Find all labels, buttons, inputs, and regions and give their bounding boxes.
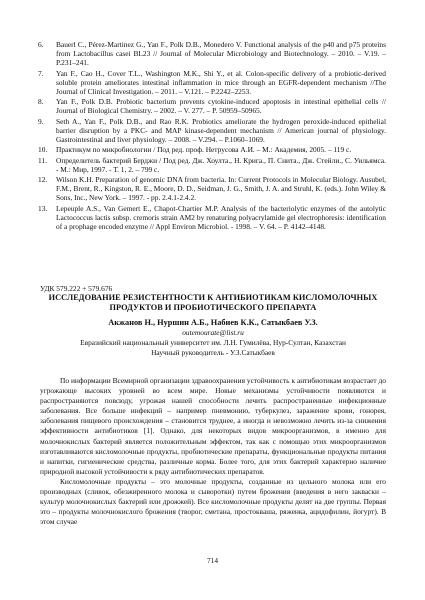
reference-item — [38, 145, 386, 155]
reference-list — [38, 40, 386, 232]
reference-text: Lepeuple A.S., Van Gemert E., Chapot-Chartier M.P. Analysis of the bacteriolytic enzymes of the autolytic Lactococcus lactis subsp. cremoris strain AM2 by renaturing polyacrylamide gel electrophoresis: identification of a prophage encoded enzyme // Appl Environ Microbiol. - 1998. – V. 64. – P. 4142–4148. — [56, 203, 386, 231]
reference-number: 6. — [38, 40, 44, 49]
reference-number: 13. — [38, 203, 48, 213]
reference-text: Yan F., Polk D.B. Probiotic bacterium prevents cytokine-induced apoptosis in intestinal epithelial cells // Journal of Biological Chemistry. – 2002. – V. 277. – P. 50959–50965. — [56, 97, 386, 116]
reference-number: 7. — [38, 68, 44, 78]
reference-item — [38, 116, 386, 144]
reference-item — [38, 68, 386, 96]
reference-text: Seth A., Yan F., Polk D.B., and Rao R.K. Probiotics ameliorate the hydrogen peroxide-induced epithelial barrier disruption by a PKC- and MAP kinase-dependent mechanism // American journal of physiology. Gastrointestinal and liver physiology. – 2008. – V.294. – P.1060–1069. — [56, 116, 386, 144]
reference-item — [38, 97, 386, 116]
body-paragraph: По информации Всемирной организации здравоохранения устойчивость к антибиотикам возрастает до угрожающе высоких уровней во всем мире. Новые механизмы устойчивости появляются и распространяются повсюду, угрожая нашей способности лечить распространенные инфекционные заболевания. Все больше инфекций – например пневмонию, туберкулез, заражение крови, гонорея, заболевания пищевого происхождения – становится труднее, а иногда и невозможно лечить из-за снижения эффективности антибиотиков [1]. Однако, для некоторых видов микроорганизмов, в именно для молочнокислых бактерий является положительным эффектом, так как с помощью этих микроорганизмов изготавливаются кисломолочные продукты, пробиотические препараты, функциональные продукты питания и напитки, гигиенические средства, различные корма. Более того, для этих бактерий характерно наличие природной высокой устойчивости к ряду антибиотических препаратов. — [40, 376, 386, 476]
reference-text: Определитель бактерий Берджи / Под ред. Дж. Хоулта., Н. Крига., П. Снита., Дж. Стейли., С. Уильямса. - М.: Мир, 1997. - Т. 1, 2. – 799 с. — [56, 155, 386, 174]
reference-number: 12. — [38, 175, 48, 185]
reference-text: Практикум по микробиологии / Под ред. проф. Нетрусова А.И. – М.: Академия, 2005. – 119 с. — [56, 145, 352, 155]
affiliation: Евразийский национальный университет им. Л.Н. Гумилёва, Нур-Султан, Казахстан — [80, 338, 346, 347]
reference-item — [38, 155, 386, 174]
scientific-advisor: Научный руководитель - У.З.Сатыкбаев — [151, 348, 275, 357]
page-number: 714 — [206, 556, 219, 565]
reference-text: Wilson K.H. Preparation of genomic DNA from bacteria. In: Current Protocols in Molecular Biology. Ausubel, F.M., Brent, R., Kingston, R. E., Moore, D. D., Seidman, J. G., Smith, J. A. and Struhl, K. (eds.). John Wiley & Sons, Inc., New York. – 1997. - pp. 2.4.1-2.4.2. — [56, 175, 386, 203]
reference-item — [38, 175, 386, 203]
reference-number: 9. — [38, 116, 44, 126]
article-title: ИССЛЕДОВАНИЕ РЕЗИСТЕНТНОСТИ К АНТИБИОТИКАМ КИСЛОМОЛОЧНЫХ ПРОДУКТОВ И ПРОБИОТИЧЕСКОГО ПРЕПАРАТА — [48, 293, 378, 312]
article-body — [40, 376, 386, 527]
body-paragraph: Кисломолочные продукты – это молочные продукты, созданные из цельного молока или его производных (сливок, обезжиренного молока и сыворотки) путем брожения (введения в него закваски – культур молочнокислых бактерий или дрожжей). Все кисломолочные продукты делят на две группы. Первая это – продукты молочнокислого брожения (творог, сметана, простокваша, ряженка, ацидофилин, йогурт). В этом случае — [40, 476, 386, 527]
reference-number: 8. — [38, 97, 44, 107]
contact-email: outemourate@list.ru — [182, 328, 244, 337]
reference-item — [38, 40, 386, 68]
reference-text: Bauerl C., Pérez-Martinez G., Yan F., Polk D.B., Monedero V. Functional analysis of the p40 and p75 proteins from Lactobacillus casei BL23 // Journal of Molecular Microbiology and Biotechnology. – 2010. – V.19. – P.231–241. — [56, 40, 386, 68]
udk-code: УДК 579.222 + 579.676 — [40, 284, 113, 293]
reference-number: 11. — [38, 155, 47, 165]
reference-item — [38, 203, 386, 231]
article-authors: Акжанов Н., Нуршин А.Б., Набиев К.К., Сатыкбаев У.З. — [108, 318, 318, 327]
reference-text: Yan F., Cao H., Cover T.L., Washington M.K., Shi Y., et al. Colon-specific delivery of a probiotic-derived soluble protein ameliorates intestinal inflammation in mice through an EGFR-dependent mechanism //The Journal of Clinical Investigation. – 2011. – V.121. – P.2242–2253. — [56, 68, 386, 96]
reference-number: 10. — [38, 145, 48, 155]
